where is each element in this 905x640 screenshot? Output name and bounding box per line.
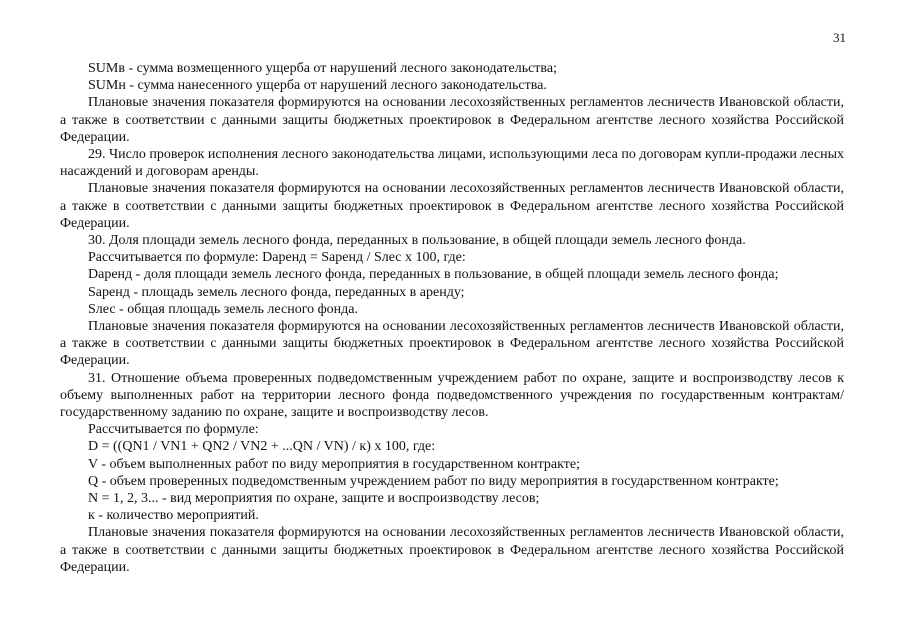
paragraph-s-arend: Sаренд - площадь земель лесного фонда, переданных в аренду;: [88, 284, 465, 300]
paragraph-n-definition: N = 1, 2, 3... - вид мероприятия по охране, защите и воспроизводству лесов;: [88, 491, 540, 507]
page-number: 31: [833, 30, 846, 45]
paragraph-d-arend: Dаренд - доля площади земель лесного фонда, переданных в пользование, в общей площади земель лесного фонда;: [88, 267, 779, 283]
paragraph-planned-values-3: Плановые значения показателя формируются на основании лесохозяйственных регламентов лесничеств Ивановской области, а также в соответствии с данными защиты бюджетных проектировок в Федеральном агентстве лесного хозяйства Российской Федерации.: [60, 319, 844, 369]
paragraph-planned-values-4: Плановые значения показателя формируются на основании лесохозяйственных регламентов лесничеств Ивановской области, а также в соответствии с данными защиты бюджетных проектировок в Федеральном агентстве лесного хозяйства Российской Федерации.: [60, 525, 844, 575]
paragraph-item-30: 30. Доля площади земель лесного фонда, переданных в пользование, в общей площади земель лесного фонда.: [88, 233, 746, 249]
document-body: [60, 60, 844, 576]
paragraph-formula-31-intro: Рассчитывается по формуле:: [88, 422, 259, 438]
paragraph-sum-v: SUMв - сумма возмещенного ущерба от нарушений лесного законодательства;: [88, 61, 557, 76]
paragraph-sum-n: SUMн - сумма нанесенного ущерба от нарушений лесного законодательства.: [88, 78, 547, 94]
paragraph-v-definition: V - объем выполненных работ по виду мероприятия в государственном контракте;: [88, 456, 580, 472]
paragraph-item-31: 31. Отношение объема проверенных подведомственным учреждением работ по охране, защите и воспроизводству лесов к объему выполненных работ на территории лесного фонда подведомственного учреждения по государственным контрактам/государственному заданию по охране, защите и воспроизводству лесов.: [60, 370, 844, 421]
paragraph-planned-values-2: Плановые значения показателя формируются на основании лесохозяйственных регламентов лесничеств Ивановской области, а также в соответствии с данными защиты бюджетных проектировок в Федеральном агентстве лесного хозяйства Российской Федерации.: [60, 181, 844, 231]
paragraph-q-definition: Q - объем проверенных подведомственным учреждением работ по виду мероприятия в государственном контракте;: [88, 473, 779, 489]
paragraph-planned-values-1: Плановые значения показателя формируются на основании лесохозяйственных регламентов лесничеств Ивановской области, а также в соответствии с данными защиты бюджетных проектировок в Федеральном агентстве лесного хозяйства Российской Федерации.: [60, 95, 844, 145]
paragraph-s-les: Sлес - общая площадь земель лесного фонда.: [88, 301, 358, 317]
paragraph-item-29: 29. Число проверок исполнения лесного законодательства лицами, использующими леса по договорам купли-продажи лесных насаждений и договорам аренды.: [60, 147, 844, 180]
paragraph-formula-30: Рассчитывается по формуле: Dаренд = Sаренд / Sлес x 100, где:: [88, 250, 466, 266]
paragraph-formula-31: D = ((QN1 / VN1 + QN2 / VN2 + ...QN / VN) / к) x 100, где:: [88, 439, 436, 455]
paragraph-k-definition: к - количество мероприятий.: [88, 508, 259, 524]
